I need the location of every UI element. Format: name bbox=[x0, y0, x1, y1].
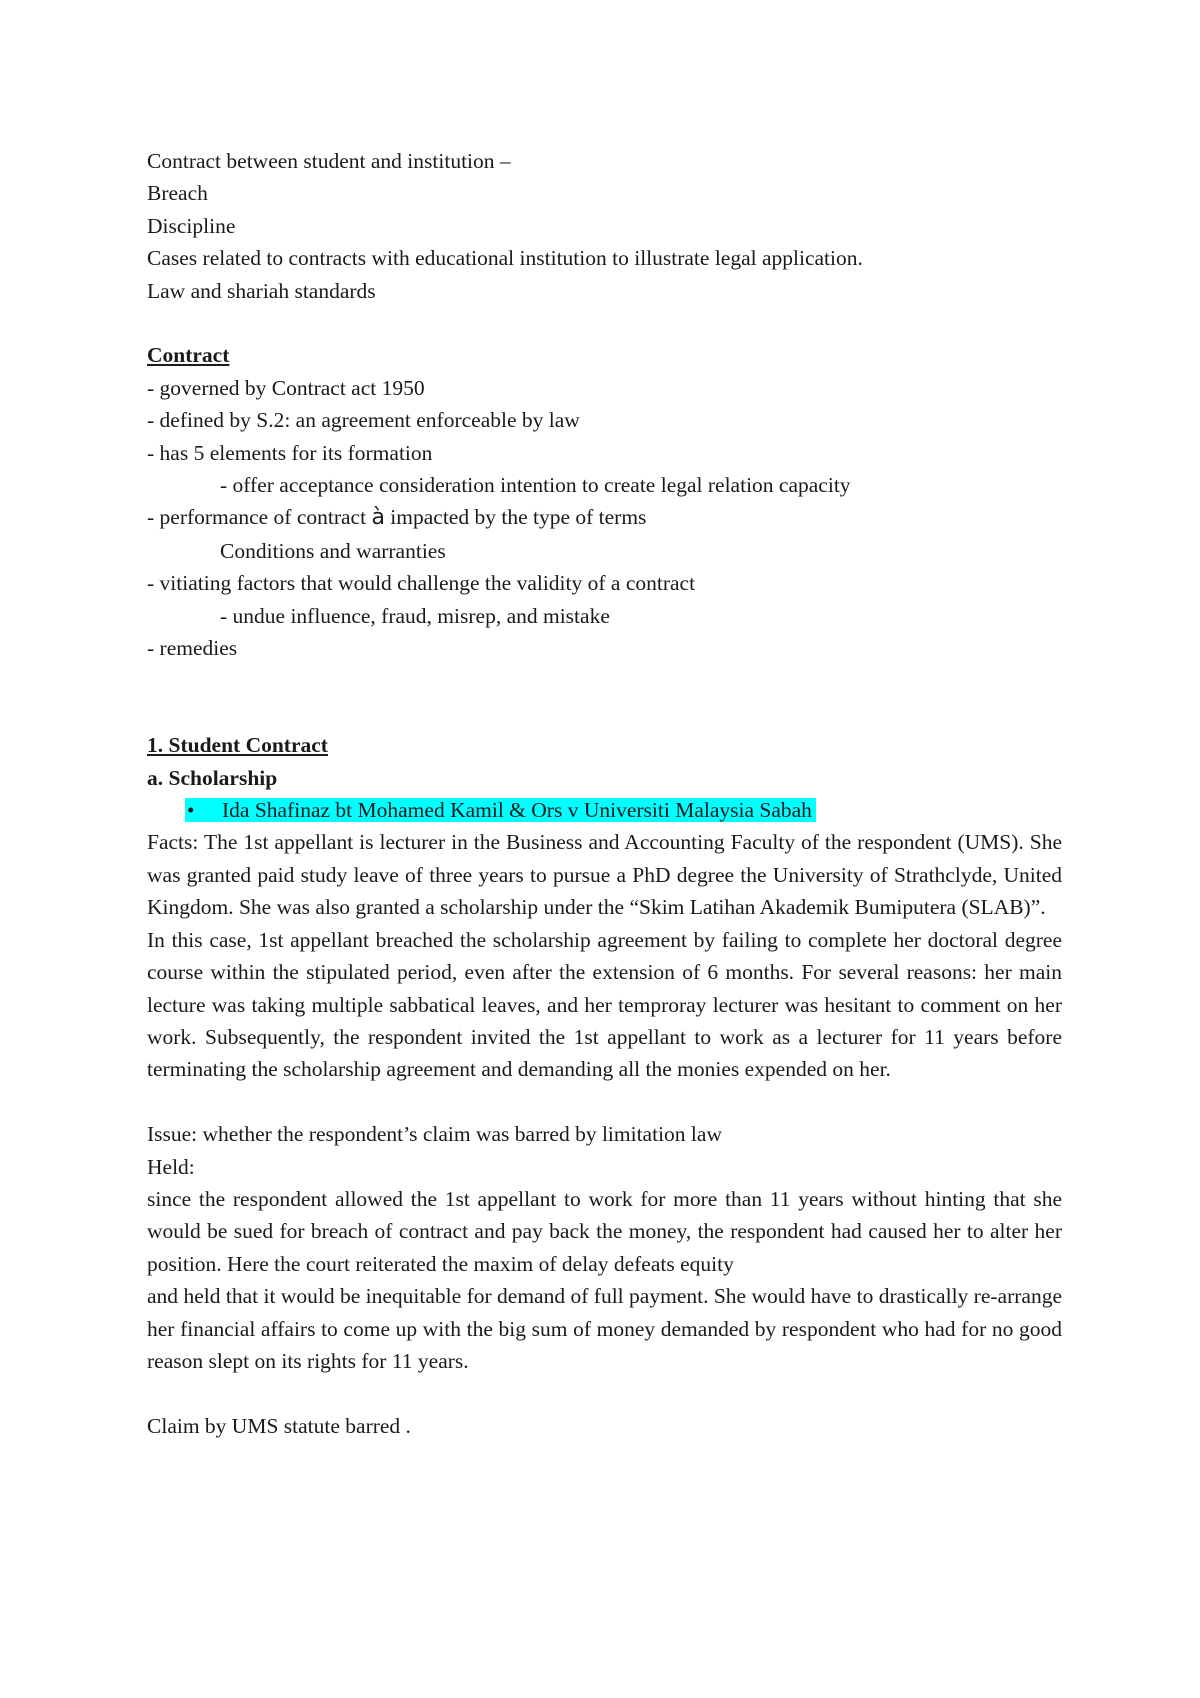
student-contract-heading: 1. Student Contract bbox=[147, 733, 328, 758]
contract-line-vitiating: - vitiating factors that would challenge the validity of a contract bbox=[147, 571, 696, 596]
contract-line-defined: - defined by S.2: an agreement enforceable by law bbox=[147, 408, 580, 433]
performance-text-pre: - performance of contract bbox=[147, 505, 372, 530]
intro-line-4: Cases related to contracts with educational institution to illustrate legal application. bbox=[147, 246, 863, 271]
issue-line: Issue: whether the respondent’s claim was barred by limitation law bbox=[147, 1122, 722, 1147]
contract-line-governed: - governed by Contract act 1950 bbox=[147, 375, 425, 400]
contract-line-terms: Conditions and warranties bbox=[220, 538, 446, 563]
held-label: Held: bbox=[147, 1154, 195, 1179]
spacer bbox=[147, 1086, 1062, 1118]
spacer bbox=[147, 307, 1062, 339]
intro-line-5: Law and shariah standards bbox=[147, 278, 376, 303]
spacer bbox=[147, 697, 1062, 729]
performance-text-post: impacted by the type of terms bbox=[384, 505, 647, 530]
contract-line-elements-list: - offer acceptance consideration intention to create legal relation capacity bbox=[220, 473, 851, 498]
bullet-icon: • bbox=[187, 798, 195, 823]
document-page bbox=[147, 145, 1062, 1442]
case-name-highlight bbox=[185, 798, 816, 822]
spacer bbox=[147, 1377, 1062, 1409]
contract-line-remedies: - remedies bbox=[147, 636, 238, 661]
breach-paragraph: In this case, 1st appellant breached the scholarship agreement by failing to complete her doctoral degree course within the stipulated period, even after the extension of 6 months. For several reasons: her main lecture was taking multiple sabbatical leaves, and her temproray lecturer was hesitant to comment on her work. Subsequently, the respondent invited the 1st appellant to work as a lecturer for 11 years before terminating the scholarship agreement and demanding all the monies expended on her. bbox=[147, 927, 1062, 1082]
conclusion-line: Claim by UMS statute barred . bbox=[147, 1413, 411, 1438]
contract-line-elements: - has 5 elements for its formation bbox=[147, 440, 433, 465]
spacer bbox=[147, 664, 1062, 696]
arrow-icon: à bbox=[371, 505, 385, 531]
case-name: Ida Shafinaz bt Mohamed Kamil & Ors v Universiti Malaysia Sabah bbox=[222, 798, 812, 823]
facts-paragraph: Facts: The 1st appellant is lecturer in the Business and Accounting Faculty of the respondent (UMS). She was granted paid study leave of three years to pursue a PhD degree the University of Strathclyde, United Kingdom. She was also granted a scholarship under the “Skim Latihan Akademik Bumiputera (SLAB)”. bbox=[147, 830, 1062, 920]
contract-line-performance bbox=[147, 501, 1062, 534]
intro-line-1: Contract between student and institution – bbox=[147, 149, 511, 173]
held-paragraph-1: since the respondent allowed the 1st appellant to work for more than 11 years without hinting that she would be sued for breach of contract and pay back the money, the respondent had caused her to alter her position. Here the court reiterated the maxim of delay defeats equity bbox=[147, 1186, 1062, 1276]
intro-line-2: Breach bbox=[147, 181, 208, 206]
contract-line-vitiating-list: - undue influence, fraud, misrep, and mistake bbox=[220, 603, 610, 628]
case-bullet bbox=[147, 794, 1062, 826]
held-paragraph-2: and held that it would be inequitable for demand of full payment. She would have to drastically re-arrange her financial affairs to come up with the big sum of money demanded by respondent who had for no good reason slept on its rights for 11 years. bbox=[147, 1284, 1062, 1373]
scholarship-subheading: a. Scholarship bbox=[147, 765, 278, 790]
intro-line-3: Discipline bbox=[147, 213, 236, 238]
contract-heading: Contract bbox=[147, 343, 230, 368]
